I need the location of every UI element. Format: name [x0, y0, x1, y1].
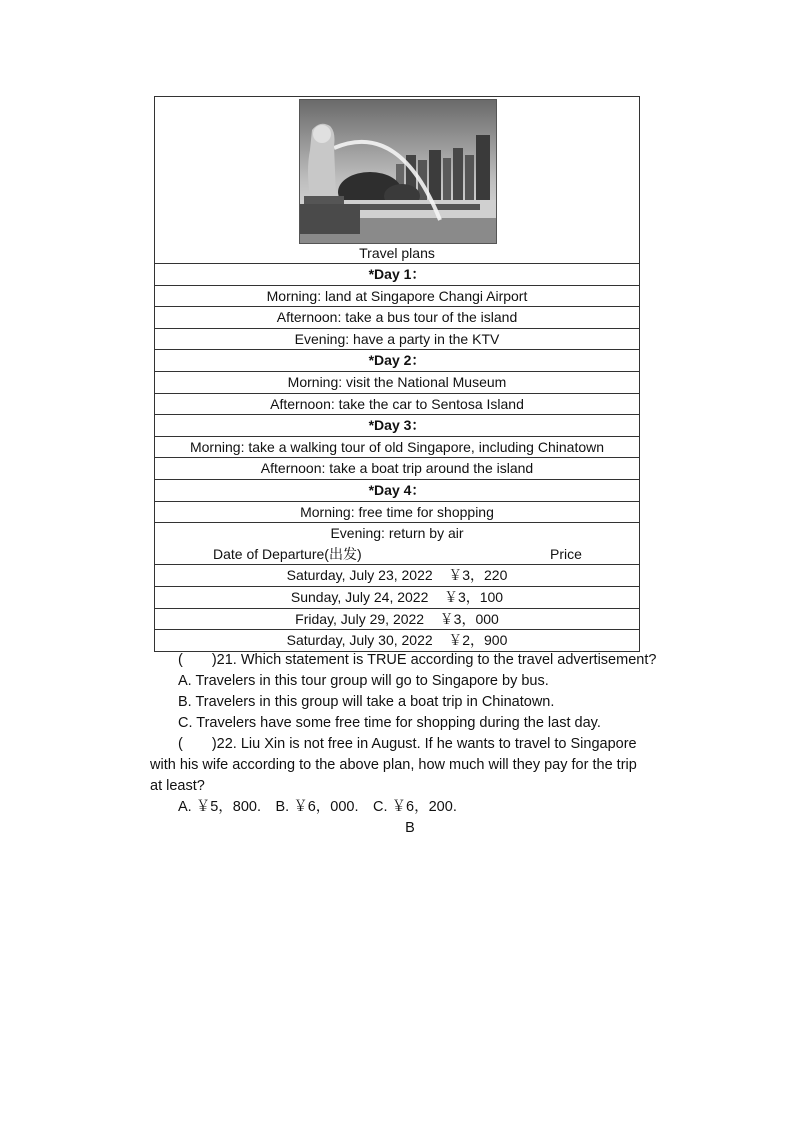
q22-stem-line3: at least?: [150, 778, 205, 794]
travel-advertisement: [154, 96, 640, 652]
departure-price: ￥2，900: [448, 632, 508, 649]
departure-row: [155, 587, 639, 609]
spacer: [433, 632, 449, 648]
spacer: [424, 611, 440, 627]
departure-row: [155, 630, 639, 651]
day-heading: *Day 1：: [155, 264, 639, 286]
section-label: B: [405, 820, 415, 836]
q21-option-b: B. Travelers in this group will take a boat trip in Chinatown.: [178, 694, 555, 710]
q21-option-c: C. Travelers have some free time for shopping during the last day.: [178, 715, 601, 731]
itinerary-item: Morning: visit the National Museum: [155, 372, 639, 394]
departure-header-row: [155, 544, 639, 566]
departure-date: Friday, July 29, 2022: [295, 610, 425, 627]
departure-price: ￥3，000: [439, 610, 499, 627]
itinerary-item: Morning: take a walking tour of old Singapore, including Chinatown: [155, 437, 639, 459]
day-heading: *Day 3：: [155, 415, 639, 437]
travel-plans-title: Travel plans: [359, 245, 435, 261]
departure-date: Saturday, July 23, 2022: [286, 567, 433, 584]
itinerary-item: Afternoon: take the car to Sentosa Island: [155, 394, 639, 416]
q22-stem-line2: with his wife according to the above plan, how much will they pay for the trip: [150, 757, 637, 773]
itinerary-item: Evening: have a party in the KTV: [155, 329, 639, 351]
departure-row: [155, 609, 639, 631]
itinerary-item: Morning: free time for shopping: [155, 502, 639, 524]
itinerary-item: Morning: land at Singapore Changi Airport: [155, 286, 639, 308]
itinerary-item: Afternoon: take a boat trip around the island: [155, 458, 639, 480]
departure-date: Saturday, July 30, 2022: [286, 632, 433, 649]
itinerary-item: Evening: return by air: [330, 525, 464, 542]
spacer: [433, 567, 449, 583]
merlion-skyline-photo: [299, 99, 497, 244]
day-heading: *Day 2：: [155, 350, 639, 372]
departure-date: Sunday, July 24, 2022: [290, 588, 429, 605]
q21-stem: ( )21. Which statement is TRUE according to the travel advertisement?: [178, 652, 657, 668]
questions: [150, 650, 657, 839]
photo-cell: [155, 97, 639, 264]
departure-row: [155, 565, 639, 587]
departure-date-header: Date of Departure(出发): [213, 545, 362, 562]
itinerary-item: Afternoon: take a bus tour of the island: [155, 307, 639, 329]
price-header: Price: [550, 545, 582, 562]
q21-option-a: A. Travelers in this tour group will go to Singapore by bus.: [178, 673, 549, 689]
q22-stem-line1: ( )22. Liu Xin is not free in August. If he wants to travel to Singapore: [178, 736, 637, 752]
spacer: [428, 589, 444, 605]
q22-options: A. ￥5，800. B. ￥6，000. C. ￥6，200.: [178, 799, 457, 815]
day-heading: *Day 4：: [155, 480, 639, 502]
departure-price: ￥3，100: [443, 588, 504, 605]
departure-price: ￥3，220: [448, 567, 508, 584]
